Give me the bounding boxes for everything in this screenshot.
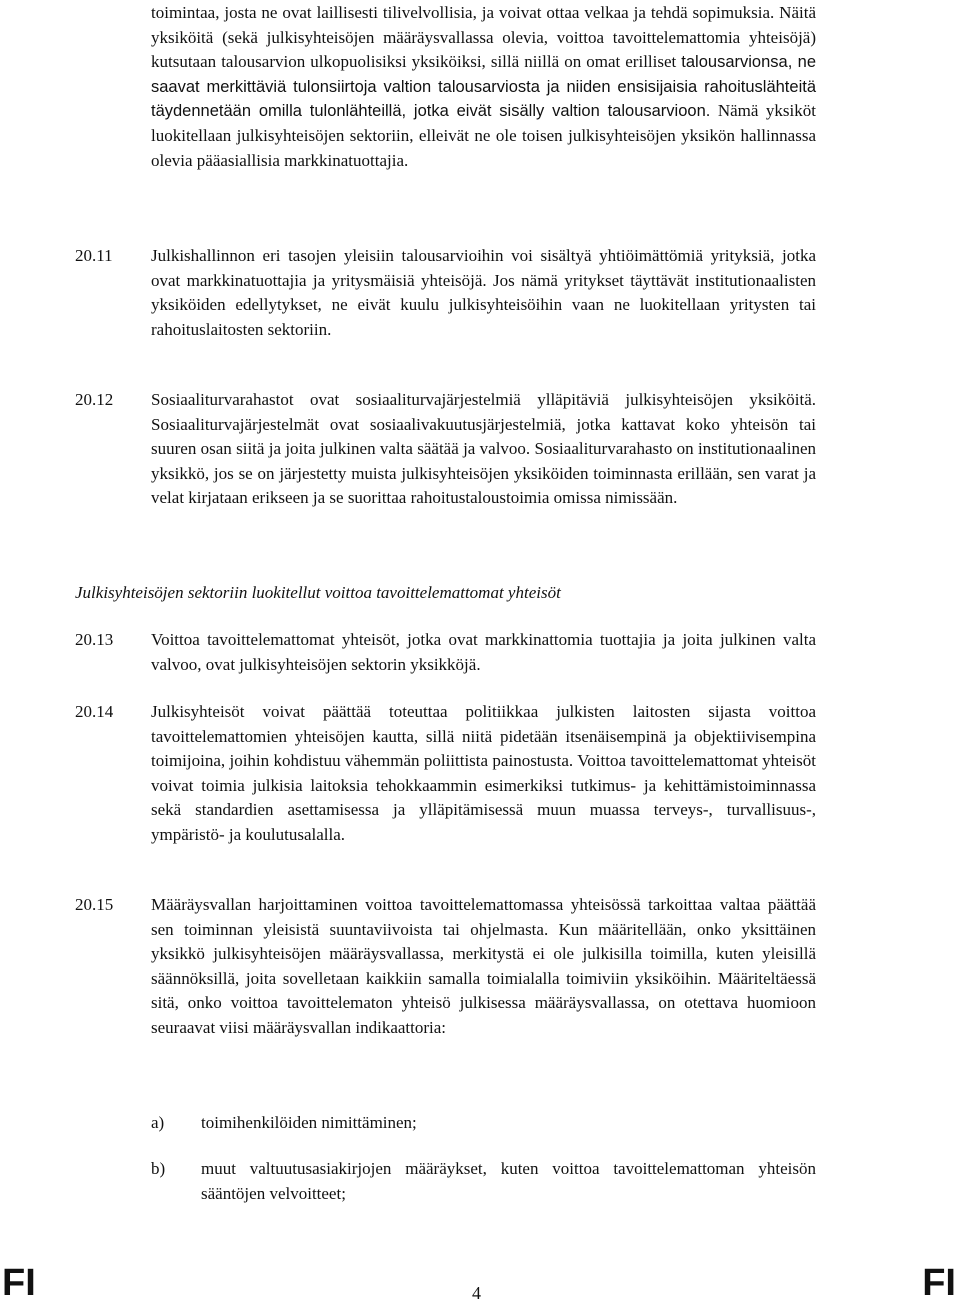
paragraph-text: Määräysvallan harjoittaminen voittoa tavoittelemattomassa yhteisössä tarkoittaa valtaa päättää sen toiminnan yleisistä suuntaviivoista tai ohjelmasta. Kun määritellään, onko yksittäinen yksikkö julkisyhteisöjen määräysvallassa, merkitystä ei ole julkisilla toimilla, kuten yleisillä säännöksillä, joita sovelletaan kaikkiin samalla toimialalla toimiviin yksiköihin. Määriteltäessä sitä, onko voittoa tavoittelematon yhteisö julkisessa määräysvallassa, on otettava huomioon seuraavat viisi määräysvallan indikaattoria: [151, 895, 816, 1037]
list-item-text: muut valtuutusasiakirjojen määräykset, kuten voittoa tavoittelemattoman yhteisön sääntöjen velvoitteet; [201, 1159, 816, 1203]
list-item-b [151, 1157, 816, 1206]
paragraph-20-12 [75, 388, 816, 511]
paragraph-20-14 [75, 700, 816, 848]
list-item-text: toimihenkilöiden nimittäminen; [201, 1113, 417, 1132]
section-heading: Julkisyhteisöjen sektoriin luokitellut voittoa tavoittelemattomat yhteisöt [75, 583, 561, 602]
paragraph-number: 20.13 [75, 630, 114, 649]
paragraph-number: 20.14 [75, 702, 114, 721]
footer-language-left: FI [2, 1262, 36, 1304]
list-item-label: b) [151, 1159, 166, 1178]
paragraph-number: 20.15 [75, 895, 114, 914]
paragraph-text: Julkishallinnon eri tasojen yleisiin talousarvioihin voi sisältyä yhtiöimättömiä yrityksiä, jotka ovat markkinatuottajia ja yritysmäisiä yhteisöjä. Jos nämä yritykset täyttävät institutionaalisten yksiköiden edellytykset, ne eivät kuulu julkisyhteisöihin vaan ne luokitellaan yritysten tai rahoituslaitosten sektoriin. [151, 246, 816, 339]
paragraph-text: Voittoa tavoittelemattomat yhteisöt, jotka ovat markkinattomia tuottajia ja joita julkinen valta valvoo, ovat julkisyhteisöjen sektorin yksikköjä. [151, 630, 816, 674]
page-number: 4 [472, 1283, 481, 1303]
paragraph-20-15 [75, 893, 816, 1041]
paragraph-number: 20.12 [75, 390, 114, 409]
paragraph-20-11 [75, 244, 816, 342]
continuation-paragraph [151, 1, 816, 173]
paragraph-text: Sosiaaliturvarahastot ovat sosiaaliturvajärjestelmiä ylläpitäviä julkisyhteisöjen yksiköitä. Sosiaaliturvajärjestelmät ovat sosiaalivakuutusjärjestelmiä, jotka kattavat koko yhteisön tai suuren osan siitä ja joita julkinen valta säätää ja valvoo. Sosiaaliturvarahasto on institutionaalinen yksikkö, jos se on järjestetty muista julkisyhteisöjen yksiköiden toiminnasta erillään, sen varat ja velat kirjataan erikseen ja se suorittaa rahoitustaloustoimia omissa nimissään. [151, 390, 816, 508]
continuation-text-sans: talousarvionsa, ne saavat merkittäviä tulonsiirtoja valtion talousarviosta ja niiden ensisijaisia rahoituslähteitä täydennetään omilla tulonlähteillä, jotka eivät sisälly valtion talousarvioon. [151, 53, 817, 121]
paragraph-20-13 [75, 628, 816, 677]
list-item-label: a) [151, 1113, 165, 1132]
footer-language-right: FI [922, 1262, 956, 1304]
paragraph-number: 20.11 [75, 246, 113, 265]
paragraph-text: Julkisyhteisöt voivat päättää toteuttaa politiikkaa julkisten laitosten sijasta voittoa tavoittelemattomien yhteisöjen kautta, sillä niitä pidetään itsenäisempinä ja objektiivisempina toimijoina, joihin kohdistuu vähemmän poliittista painostusta. Voittoa tavoittelemattomat yhteisöt voivat toimia julkisia laitoksia tehokkaammin esimerkiksi tutkimus- ja kehittämistoiminnassa sekä standardien asettamisessa ja ylläpitämisessä muun muassa terveys-, turvallisuus-, ympäristö- ja koulutusalalla. [151, 702, 816, 844]
continuation-text-serif-end: Nämä yksiköt luokitellaan julkisyhteisöjen sektoriin, elleivät ne ole toisen julkisyhteisöjen yksikön hallinnassa olevia pääasiallisia markkinatuottajia. [151, 101, 816, 170]
continuation-text-serif: toimintaa, josta ne ovat laillisesti tilivelvollisia, ja voivat ottaa velkaa ja tehdä sopimuksia. Näitä yksiköitä (sekä julkisyhteisöjen määräysvallassa olevia, voittoa tavoittelemattomia yhteisöjä) kutsutaan talousarvion ulkopuolisiksi yksiköiksi, sillä niillä on omat erilliset [151, 3, 816, 72]
list-item-a [151, 1111, 816, 1136]
